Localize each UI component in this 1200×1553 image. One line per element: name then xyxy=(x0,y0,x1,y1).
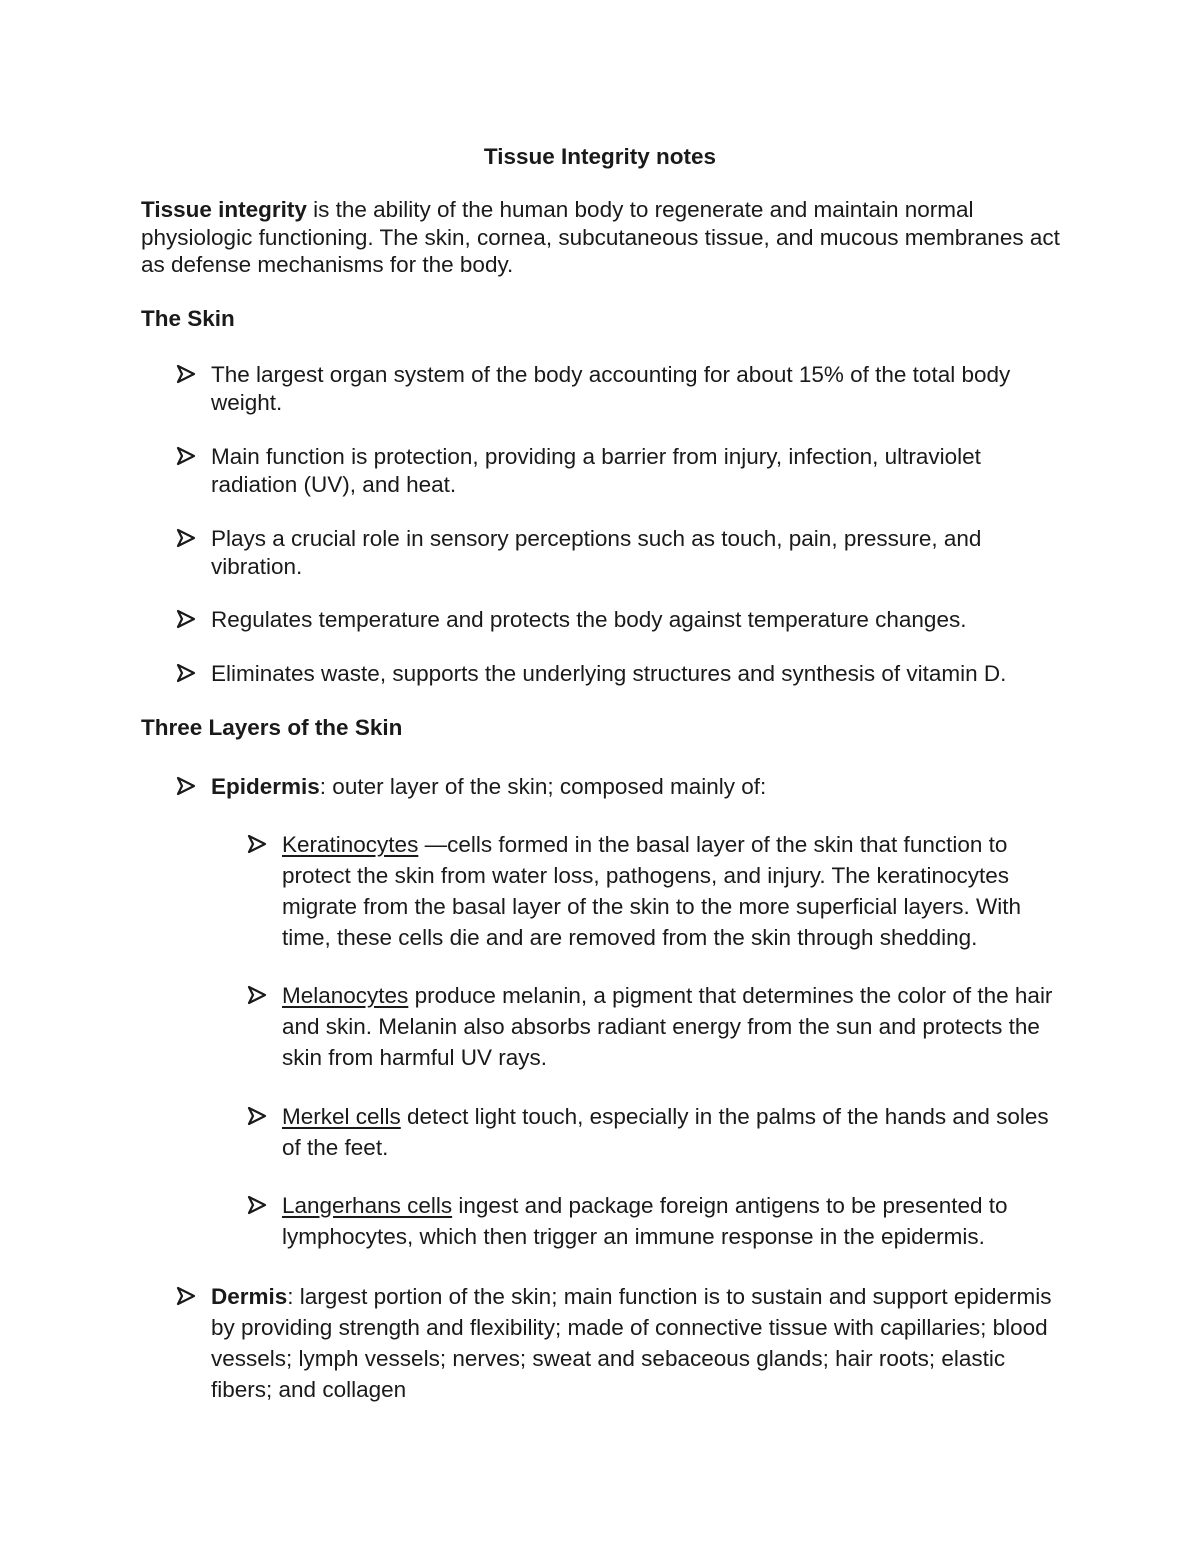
arrow-bullet-icon xyxy=(246,1194,270,1218)
cell-term: Langerhans cells xyxy=(282,1193,453,1218)
epidermis-cell-item xyxy=(282,980,1072,1073)
arrow-bullet-icon xyxy=(246,984,270,1008)
skin-item-text: Regulates temperature and protects the body against temperature changes. xyxy=(211,607,967,632)
arrow-bullet-icon xyxy=(175,445,199,469)
document-title: Tissue Integrity notes xyxy=(483,144,717,169)
cell-term: Keratinocytes xyxy=(282,832,419,857)
arrow-bullet-icon xyxy=(246,1105,270,1129)
section-heading-layers: Three Layers of the Skin xyxy=(141,715,403,740)
skin-item-text: Main function is protection, providing a barrier from injury, infection, ultraviolet radiation (UV), and heat. xyxy=(211,444,981,497)
skin-list-item xyxy=(211,606,1071,634)
epidermis-cell-item xyxy=(282,829,1072,953)
skin-item-text: Plays a crucial role in sensory perceptions such as touch, pain, pressure, and vibration. xyxy=(211,526,982,579)
arrow-bullet-icon xyxy=(175,363,199,387)
arrow-bullet-icon xyxy=(175,527,199,551)
arrow-bullet-icon xyxy=(175,662,199,686)
arrow-bullet-icon xyxy=(175,775,199,799)
cell-text: produce melanin, a pigment that determines the color of the hair and skin. Melanin also absorbs radiant energy from the sun and protects the skin from harmful UV rays. xyxy=(282,983,1053,1070)
layer-item-dermis xyxy=(211,1281,1071,1405)
skin-list-item xyxy=(211,443,1071,498)
epidermis-cell-item xyxy=(282,1101,1072,1163)
arrow-bullet-icon xyxy=(175,1285,199,1309)
layer-item-epidermis xyxy=(211,773,1071,801)
intro-text: is the ability of the human body to regenerate and maintain normal physiologic functioning. The skin, cornea, subcutaneous tissue, and mucous membranes act as defense mechanisms for the body. xyxy=(141,197,1060,277)
skin-item-text: The largest organ system of the body accounting for about 15% of the total body weight. xyxy=(211,362,1011,415)
cell-text: ingest and package foreign antigens to be presented to lymphocytes, which then trigger an immune response in the epidermis. xyxy=(282,1193,1008,1249)
epidermis-cell-item xyxy=(282,1190,1072,1252)
cell-text: detect light touch, especially in the palms of the hands and soles of the feet. xyxy=(282,1104,1049,1160)
section-heading-skin: The Skin xyxy=(141,306,235,331)
skin-list-item xyxy=(211,361,1071,416)
cell-term: Merkel cells xyxy=(282,1104,401,1129)
cell-term: Melanocytes xyxy=(282,983,409,1008)
dermis-term: Dermis xyxy=(211,1284,288,1309)
epidermis-text: : outer layer of the skin; composed mainly of: xyxy=(319,774,767,799)
intro-term: Tissue integrity xyxy=(141,197,307,222)
cell-text: —cells formed in the basal layer of the skin that function to protect the skin from water loss, pathogens, and injury. The keratinocytes migrate from the basal layer of the skin to the more superficial layers. With time, these cells die and are removed from the skin through shedding. xyxy=(282,832,1022,950)
epidermis-term: Epidermis xyxy=(211,774,320,799)
intro-paragraph xyxy=(141,196,1061,279)
dermis-text: : largest portion of the skin; main function is to sustain and support epidermis by providing strength and flexibility; made of connective tissue with capillaries; blood vessels; lymph vessels; nerves; sweat and sebaceous glands; hair roots; elastic fibers; and collagen xyxy=(211,1284,1052,1402)
skin-item-text: Eliminates waste, supports the underlying structures and synthesis of vitamin D. xyxy=(211,661,1007,686)
skin-list-item xyxy=(211,660,1071,688)
arrow-bullet-icon xyxy=(175,608,199,632)
skin-list-item xyxy=(211,525,1071,580)
arrow-bullet-icon xyxy=(246,833,270,857)
